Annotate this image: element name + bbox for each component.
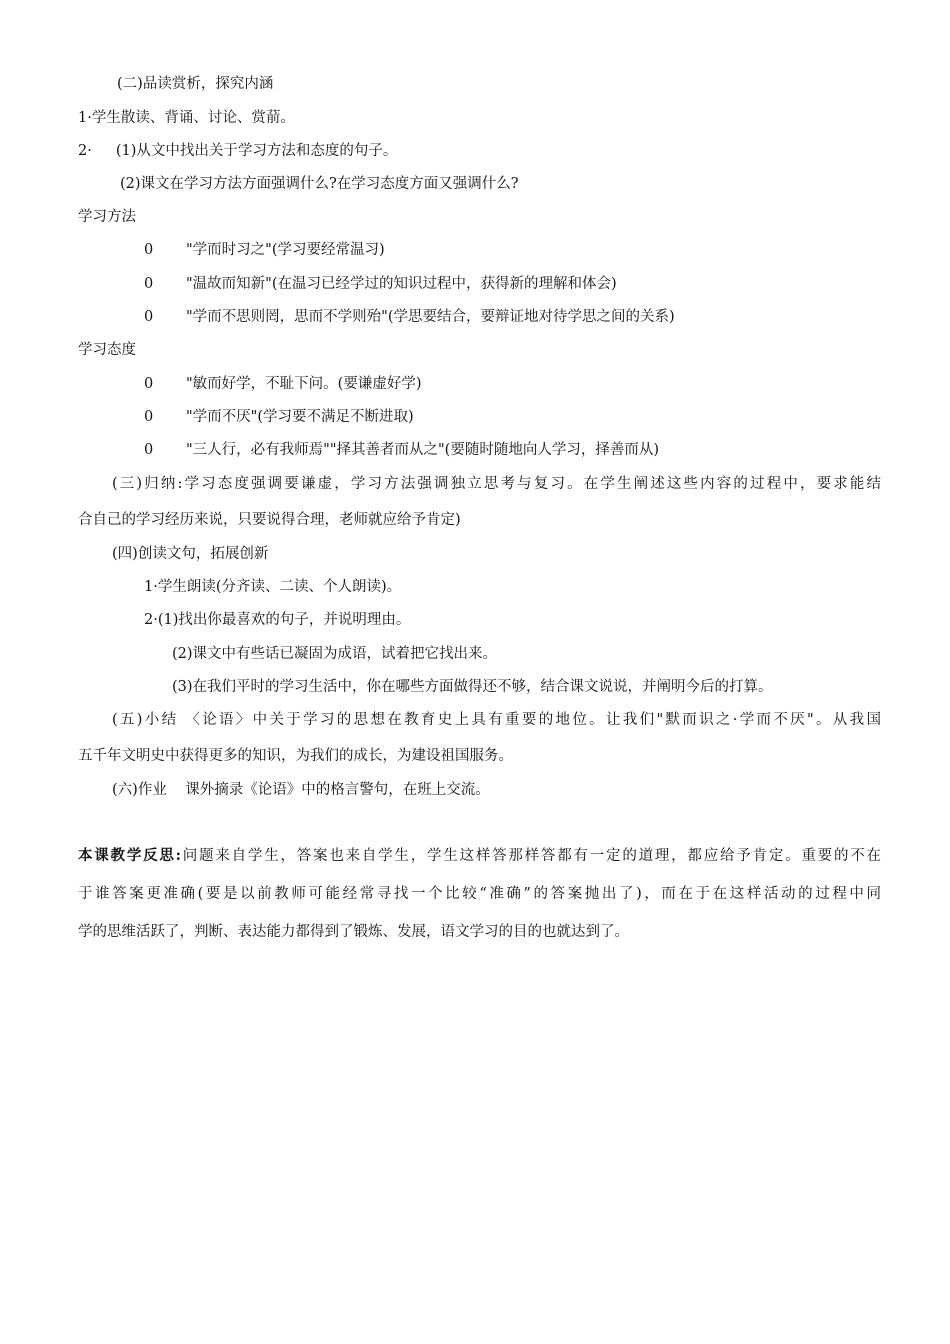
attitude-item xyxy=(144,407,414,427)
reflection-line-2: 于谁答案更准确(要是以前教师可能经常寻找一个比较“准确”的答案抛出了)，而在于在这样活动的过程中同 xyxy=(78,886,881,902)
section-4-item-1: 1·学生朗读(分齐读、二读、个人朗读)。 xyxy=(144,579,402,595)
methods-item xyxy=(144,274,617,294)
list-item-text: "学而不思则罔，思而不学则殆"(学思要结合，要辩证地对待学思之间的关系) xyxy=(186,309,675,325)
section-2-item-1: 1·学生散读、背诵、讨论、赏葥。 xyxy=(78,110,295,126)
section-5-line-2: 五千年文明史中获得更多的知识，为我们的成长，为建设祖国服务。 xyxy=(78,748,513,764)
methods-label: 学习方法 xyxy=(78,209,136,225)
attitude-item xyxy=(144,374,421,394)
list-item-text: "学而不厌"(学习要不满足不断进取) xyxy=(186,409,414,425)
section-4-heading: (四)创读文句，拓展创新 xyxy=(112,546,269,562)
section-2-item-2 xyxy=(78,141,397,161)
section-5-line-1: (五)小结 〈论语〉中关于学习的思想在教育史上具有重要的地位。让我们"默而识之·学而不厌"。从我国 xyxy=(112,712,881,728)
attitude-item xyxy=(144,440,659,460)
reflection-line-3: 学的思维活跃了，判断、表达能力都得到了锻炼、发展，语文学习的目的也就达到了。 xyxy=(78,924,629,940)
list-item-text: "学而时习之"(学习要经常温习) xyxy=(186,242,385,258)
list-marker: 0 xyxy=(144,409,154,425)
reflection-label: 本课教学反思: xyxy=(78,847,182,864)
reflection-text: 问题来自学生，答案也来自学生，学生这样答那样答都有一定的道理，都应给予肯定。重要的不在 xyxy=(181,848,881,864)
reflection-line-1 xyxy=(78,846,881,866)
section-3-line-2: 合自己的学习经历来说，只要说得合理，老师就应给予肯定) xyxy=(78,512,461,528)
item-number: 2· xyxy=(78,143,92,159)
list-marker: 0 xyxy=(144,309,154,325)
methods-item xyxy=(144,307,675,327)
item-text: (1)从文中找出关于学习方法和态度的句子。 xyxy=(115,143,398,159)
methods-item xyxy=(144,240,385,260)
list-marker: 0 xyxy=(144,276,154,292)
section-4-item-2: 2·(1)找出你最喜欢的句子，并说明理由。 xyxy=(144,612,411,628)
section-6-line: (六)作业 课外摘录《论语》中的格言警句，在班上交流。 xyxy=(112,782,490,798)
section-4-item-2-b: (2)课文中有些话已凝固为成语，试着把它找出来。 xyxy=(172,646,498,662)
section-2-item-2-sub: (2)课文在学习方法方面强调什么?在学习态度方面又强调什么? xyxy=(120,176,519,192)
list-item-text: "敏而好学，不耻下问。(要谦虚好学) xyxy=(186,376,422,392)
list-marker: 0 xyxy=(144,242,154,258)
list-marker: 0 xyxy=(144,376,154,392)
section-4-item-2-c: (3)在我们平时的学习生活中，你在哪些方面做得还不够，结合课文说说，并阐明今后的打算。 xyxy=(172,679,773,695)
section-3-line-1: (三)归纳:学习态度强调要谦虚，学习方法强调独立思考与复习。在学生阐述这些内容的过程中，要求能结 xyxy=(112,476,881,492)
section-2-heading: (二)品读赏析，探究内涵 xyxy=(117,76,274,92)
list-item-text: "温故而知新"(在温习已经学过的知识过程中，获得新的理解和体会) xyxy=(186,276,617,292)
attitude-label: 学习态度 xyxy=(78,342,136,358)
list-marker: 0 xyxy=(144,442,154,458)
list-item-text: "三人行，必有我师焉""择其善者而从之"(要随时随地向人学习，择善而从) xyxy=(186,442,659,458)
